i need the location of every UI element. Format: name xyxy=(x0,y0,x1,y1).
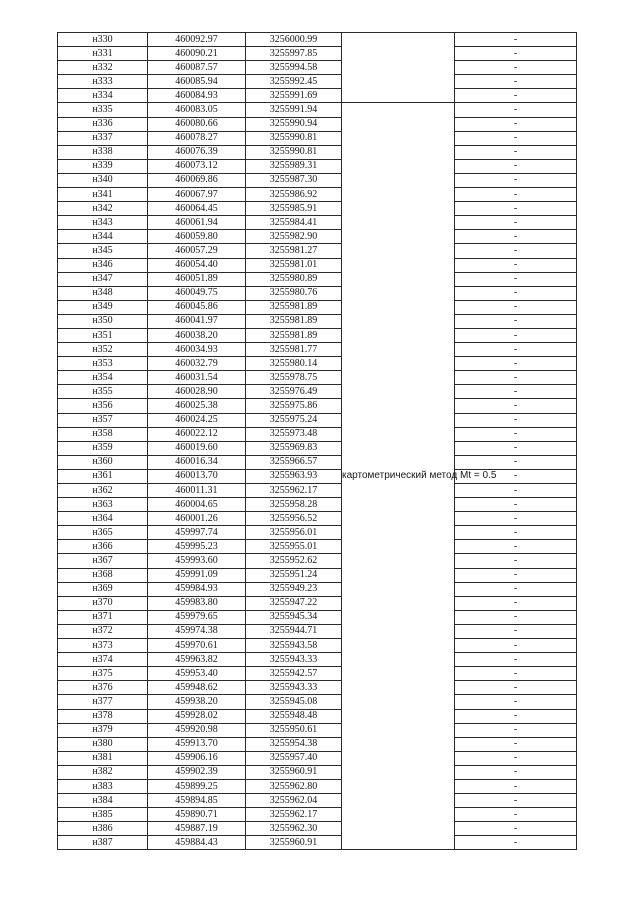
table-row xyxy=(58,314,577,328)
point-id-cell: н336 xyxy=(58,117,148,131)
accuracy-cell: - xyxy=(455,822,577,836)
table-row xyxy=(58,343,577,357)
table-row xyxy=(58,202,577,216)
accuracy-cell: - xyxy=(455,653,577,667)
accuracy-cell: - xyxy=(455,737,577,751)
y-coordinate-cell: 3255943.58 xyxy=(246,639,342,653)
y-coordinate-cell: 3255942.57 xyxy=(246,667,342,681)
table-row xyxy=(58,33,577,47)
y-coordinate-cell: 3255943.33 xyxy=(246,653,342,667)
table-row xyxy=(58,258,577,272)
y-coordinate-cell: 3255962.30 xyxy=(246,822,342,836)
accuracy-cell: - xyxy=(455,667,577,681)
accuracy-cell: - xyxy=(455,117,577,131)
accuracy-cell: - xyxy=(455,103,577,117)
point-id-cell: н378 xyxy=(58,709,148,723)
y-coordinate-cell: 3255981.77 xyxy=(246,343,342,357)
table-row xyxy=(58,61,577,75)
point-id-cell: н334 xyxy=(58,89,148,103)
x-coordinate-cell: 460031.54 xyxy=(148,371,246,385)
y-coordinate-cell: 3255973.48 xyxy=(246,427,342,441)
table-row xyxy=(58,413,577,427)
point-id-cell: н371 xyxy=(58,610,148,624)
x-coordinate-cell: 460057.29 xyxy=(148,244,246,258)
point-id-cell: н346 xyxy=(58,258,148,272)
x-coordinate-cell: 460011.31 xyxy=(148,484,246,498)
accuracy-cell: - xyxy=(455,582,577,596)
accuracy-cell: - xyxy=(455,230,577,244)
y-coordinate-cell: 3255962.17 xyxy=(246,484,342,498)
point-id-cell: н382 xyxy=(58,765,148,779)
point-id-cell: н349 xyxy=(58,300,148,314)
accuracy-cell: - xyxy=(455,272,577,286)
y-coordinate-cell: 3255949.23 xyxy=(246,582,342,596)
point-id-cell: н352 xyxy=(58,343,148,357)
y-coordinate-cell: 3255984.41 xyxy=(246,216,342,230)
point-id-cell: н373 xyxy=(58,639,148,653)
table-row xyxy=(58,540,577,554)
accuracy-cell: - xyxy=(455,131,577,145)
accuracy-cell: - xyxy=(455,624,577,638)
point-id-cell: н345 xyxy=(58,244,148,258)
point-id-cell: н331 xyxy=(58,47,148,61)
y-coordinate-cell: 3256000.99 xyxy=(246,33,342,47)
point-id-cell: н369 xyxy=(58,582,148,596)
x-coordinate-cell: 460051.89 xyxy=(148,272,246,286)
y-coordinate-cell: 3255955.01 xyxy=(246,540,342,554)
x-coordinate-cell: 460016.34 xyxy=(148,455,246,469)
y-coordinate-cell: 3255944.71 xyxy=(246,624,342,638)
x-coordinate-cell: 459995.23 xyxy=(148,540,246,554)
point-id-cell: н339 xyxy=(58,159,148,173)
x-coordinate-cell: 459984.93 xyxy=(148,582,246,596)
x-coordinate-cell: 459997.74 xyxy=(148,526,246,540)
x-coordinate-cell: 459948.62 xyxy=(148,681,246,695)
point-id-cell: н358 xyxy=(58,427,148,441)
x-coordinate-cell: 459970.61 xyxy=(148,639,246,653)
x-coordinate-cell: 459884.43 xyxy=(148,836,246,850)
y-coordinate-cell: 3255992.45 xyxy=(246,75,342,89)
table-row xyxy=(58,286,577,300)
accuracy-cell: - xyxy=(455,216,577,230)
y-coordinate-cell: 3255948.48 xyxy=(246,709,342,723)
x-coordinate-cell: 460045.86 xyxy=(148,300,246,314)
accuracy-cell: - xyxy=(455,596,577,610)
accuracy-cell: - xyxy=(455,512,577,526)
x-coordinate-cell: 459983.80 xyxy=(148,596,246,610)
x-coordinate-cell: 460087.57 xyxy=(148,61,246,75)
x-coordinate-cell: 460084.93 xyxy=(148,89,246,103)
table-row xyxy=(58,667,577,681)
table-row xyxy=(58,357,577,371)
y-coordinate-cell: 3255990.81 xyxy=(246,131,342,145)
y-coordinate-cell: 3255981.27 xyxy=(246,244,342,258)
y-coordinate-cell: 3255987.30 xyxy=(246,173,342,187)
point-id-cell: н337 xyxy=(58,131,148,145)
point-id-cell: н350 xyxy=(58,314,148,328)
table-row xyxy=(58,822,577,836)
x-coordinate-cell: 459953.40 xyxy=(148,667,246,681)
y-coordinate-cell: 3255978.75 xyxy=(246,371,342,385)
x-coordinate-cell: 459993.60 xyxy=(148,554,246,568)
accuracy-cell: - xyxy=(455,808,577,822)
x-coordinate-cell: 459928.02 xyxy=(148,709,246,723)
point-id-cell: н361 xyxy=(58,469,148,483)
point-id-cell: н360 xyxy=(58,455,148,469)
y-coordinate-cell: 3255963.93 xyxy=(246,469,342,483)
accuracy-cell: - xyxy=(455,427,577,441)
y-coordinate-cell: 3255951.24 xyxy=(246,568,342,582)
y-coordinate-cell: 3255985.91 xyxy=(246,202,342,216)
y-coordinate-cell: 3255957.40 xyxy=(246,751,342,765)
table-row xyxy=(58,427,577,441)
point-id-cell: н340 xyxy=(58,173,148,187)
accuracy-cell: - xyxy=(455,314,577,328)
table-row xyxy=(58,216,577,230)
accuracy-cell: - xyxy=(455,258,577,272)
x-coordinate-cell: 460076.39 xyxy=(148,145,246,159)
x-coordinate-cell: 459963.82 xyxy=(148,653,246,667)
accuracy-cell: - xyxy=(455,441,577,455)
table-row xyxy=(58,681,577,695)
x-coordinate-cell: 460019.60 xyxy=(148,441,246,455)
accuracy-cell: - xyxy=(455,554,577,568)
y-coordinate-cell: 3255962.17 xyxy=(246,808,342,822)
table-row xyxy=(58,75,577,89)
point-id-cell: н380 xyxy=(58,737,148,751)
table-row xyxy=(58,131,577,145)
accuracy-cell: - xyxy=(455,681,577,695)
table-row xyxy=(58,836,577,850)
accuracy-cell: - xyxy=(455,484,577,498)
point-id-cell: н354 xyxy=(58,371,148,385)
table-row xyxy=(58,89,577,103)
point-id-cell: н330 xyxy=(58,33,148,47)
accuracy-cell: - xyxy=(455,145,577,159)
x-coordinate-cell: 460069.86 xyxy=(148,173,246,187)
coordinates-table-body xyxy=(58,33,577,850)
x-coordinate-cell: 460022.12 xyxy=(148,427,246,441)
table-row xyxy=(58,300,577,314)
point-id-cell: н384 xyxy=(58,794,148,808)
table-row xyxy=(58,455,577,469)
point-id-cell: н341 xyxy=(58,188,148,202)
point-id-cell: н377 xyxy=(58,695,148,709)
y-coordinate-cell: 3255962.80 xyxy=(246,779,342,793)
x-coordinate-cell: 460061.94 xyxy=(148,216,246,230)
point-id-cell: н387 xyxy=(58,836,148,850)
x-coordinate-cell: 460059.80 xyxy=(148,230,246,244)
table-row xyxy=(58,779,577,793)
x-coordinate-cell: 460038.20 xyxy=(148,328,246,342)
y-coordinate-cell: 3255994.58 xyxy=(246,61,342,75)
y-coordinate-cell: 3255975.24 xyxy=(246,413,342,427)
accuracy-cell: - xyxy=(455,568,577,582)
accuracy-cell: - xyxy=(455,173,577,187)
x-coordinate-cell: 459894.85 xyxy=(148,794,246,808)
y-coordinate-cell: 3255958.28 xyxy=(246,498,342,512)
coordinates-table xyxy=(57,32,577,850)
y-coordinate-cell: 3255943.33 xyxy=(246,681,342,695)
y-coordinate-cell: 3255997.85 xyxy=(246,47,342,61)
point-id-cell: н368 xyxy=(58,568,148,582)
x-coordinate-cell: 459913.70 xyxy=(148,737,246,751)
x-coordinate-cell: 459890.71 xyxy=(148,808,246,822)
x-coordinate-cell: 460001.26 xyxy=(148,512,246,526)
table-row xyxy=(58,639,577,653)
table-row xyxy=(58,512,577,526)
x-coordinate-cell: 460085.94 xyxy=(148,75,246,89)
x-coordinate-cell: 460032.79 xyxy=(148,357,246,371)
y-coordinate-cell: 3255962.04 xyxy=(246,794,342,808)
accuracy-cell: - xyxy=(455,286,577,300)
y-coordinate-cell: 3255976.49 xyxy=(246,385,342,399)
point-id-cell: н362 xyxy=(58,484,148,498)
table-row xyxy=(58,103,577,117)
x-coordinate-cell: 460004.65 xyxy=(148,498,246,512)
point-id-cell: н359 xyxy=(58,441,148,455)
accuracy-cell: - xyxy=(455,751,577,765)
x-coordinate-cell: 460083.05 xyxy=(148,103,246,117)
x-coordinate-cell: 459979.65 xyxy=(148,610,246,624)
y-coordinate-cell: 3255969.83 xyxy=(246,441,342,455)
table-row xyxy=(58,624,577,638)
accuracy-cell: - xyxy=(455,188,577,202)
accuracy-cell: - xyxy=(455,159,577,173)
x-coordinate-cell: 459899.25 xyxy=(148,779,246,793)
accuracy-cell: - xyxy=(455,33,577,47)
table-row xyxy=(58,371,577,385)
point-id-cell: н348 xyxy=(58,286,148,300)
point-id-cell: н333 xyxy=(58,75,148,89)
table-row xyxy=(58,794,577,808)
table-row xyxy=(58,159,577,173)
point-id-cell: н370 xyxy=(58,596,148,610)
accuracy-cell: - xyxy=(455,371,577,385)
point-id-cell: н385 xyxy=(58,808,148,822)
point-id-cell: н376 xyxy=(58,681,148,695)
x-coordinate-cell: 459906.16 xyxy=(148,751,246,765)
y-coordinate-cell: 3255950.61 xyxy=(246,723,342,737)
point-id-cell: н332 xyxy=(58,61,148,75)
y-coordinate-cell: 3255989.31 xyxy=(246,159,342,173)
y-coordinate-cell: 3255954.38 xyxy=(246,737,342,751)
x-coordinate-cell: 460090.21 xyxy=(148,47,246,61)
table-row xyxy=(58,765,577,779)
x-coordinate-cell: 460024.25 xyxy=(148,413,246,427)
table-row xyxy=(58,610,577,624)
y-coordinate-cell: 3255991.69 xyxy=(246,89,342,103)
accuracy-cell: - xyxy=(455,765,577,779)
table-row xyxy=(58,653,577,667)
y-coordinate-cell: 3255981.89 xyxy=(246,314,342,328)
accuracy-cell: - xyxy=(455,526,577,540)
accuracy-cell: - xyxy=(455,455,577,469)
table-row xyxy=(58,751,577,765)
point-id-cell: н335 xyxy=(58,103,148,117)
accuracy-cell: - xyxy=(455,300,577,314)
table-row xyxy=(58,526,577,540)
table-row xyxy=(58,596,577,610)
point-id-cell: н342 xyxy=(58,202,148,216)
accuracy-cell: - xyxy=(455,610,577,624)
accuracy-cell: - xyxy=(455,357,577,371)
y-coordinate-cell: 3255966.57 xyxy=(246,455,342,469)
table-row xyxy=(58,441,577,455)
y-coordinate-cell: 3255960.91 xyxy=(246,836,342,850)
table-row xyxy=(58,484,577,498)
y-coordinate-cell: 3255975.86 xyxy=(246,399,342,413)
x-coordinate-cell: 459887.19 xyxy=(148,822,246,836)
table-row xyxy=(58,272,577,286)
y-coordinate-cell: 3255952.62 xyxy=(246,554,342,568)
table-row xyxy=(58,145,577,159)
table-row xyxy=(58,230,577,244)
point-id-cell: н386 xyxy=(58,822,148,836)
table-row xyxy=(58,568,577,582)
x-coordinate-cell: 459902.39 xyxy=(148,765,246,779)
point-id-cell: н374 xyxy=(58,653,148,667)
accuracy-cell: - xyxy=(455,328,577,342)
y-coordinate-cell: 3255945.08 xyxy=(246,695,342,709)
table-row xyxy=(58,469,577,483)
x-coordinate-cell: 460034.93 xyxy=(148,343,246,357)
y-coordinate-cell: 3255982.90 xyxy=(246,230,342,244)
x-coordinate-cell: 459938.20 xyxy=(148,695,246,709)
accuracy-cell: - xyxy=(455,202,577,216)
point-id-cell: н363 xyxy=(58,498,148,512)
y-coordinate-cell: 3255945.34 xyxy=(246,610,342,624)
point-id-cell: н383 xyxy=(58,779,148,793)
point-id-cell: н367 xyxy=(58,554,148,568)
x-coordinate-cell: 460067.97 xyxy=(148,188,246,202)
y-coordinate-cell: 3255960.91 xyxy=(246,765,342,779)
table-row xyxy=(58,695,577,709)
accuracy-cell: - xyxy=(455,540,577,554)
accuracy-cell: - xyxy=(455,498,577,512)
accuracy-cell: - xyxy=(455,695,577,709)
y-coordinate-cell: 3255980.14 xyxy=(246,357,342,371)
x-coordinate-cell: 460080.66 xyxy=(148,117,246,131)
x-coordinate-cell: 460013.70 xyxy=(148,469,246,483)
table-row xyxy=(58,723,577,737)
accuracy-cell: - xyxy=(455,723,577,737)
x-coordinate-cell: 459920.98 xyxy=(148,723,246,737)
point-id-cell: н347 xyxy=(58,272,148,286)
point-id-cell: н372 xyxy=(58,624,148,638)
accuracy-cell: - xyxy=(455,709,577,723)
table-row xyxy=(58,709,577,723)
method-cell: картометрический метод Mt = 0.5 xyxy=(342,103,455,850)
x-coordinate-cell: 459991.09 xyxy=(148,568,246,582)
accuracy-cell: - xyxy=(455,75,577,89)
y-coordinate-cell: 3255990.94 xyxy=(246,117,342,131)
point-id-cell: н357 xyxy=(58,413,148,427)
x-coordinate-cell: 460073.12 xyxy=(148,159,246,173)
accuracy-cell: - xyxy=(455,794,577,808)
point-id-cell: н351 xyxy=(58,328,148,342)
y-coordinate-cell: 3255991.94 xyxy=(246,103,342,117)
table-row xyxy=(58,554,577,568)
x-coordinate-cell: 460028.90 xyxy=(148,385,246,399)
accuracy-cell: - xyxy=(455,61,577,75)
point-id-cell: н353 xyxy=(58,357,148,371)
x-coordinate-cell: 460064.45 xyxy=(148,202,246,216)
table-row xyxy=(58,737,577,751)
y-coordinate-cell: 3255986.92 xyxy=(246,188,342,202)
x-coordinate-cell: 460092.97 xyxy=(148,33,246,47)
accuracy-cell: - xyxy=(455,413,577,427)
table-row xyxy=(58,582,577,596)
accuracy-cell: - xyxy=(455,89,577,103)
point-id-cell: н366 xyxy=(58,540,148,554)
point-id-cell: н375 xyxy=(58,667,148,681)
point-id-cell: н356 xyxy=(58,399,148,413)
accuracy-cell: - xyxy=(455,779,577,793)
table-row xyxy=(58,399,577,413)
table-row xyxy=(58,117,577,131)
table-row xyxy=(58,244,577,258)
x-coordinate-cell: 460041.97 xyxy=(148,314,246,328)
x-coordinate-cell: 460054.40 xyxy=(148,258,246,272)
y-coordinate-cell: 3255956.01 xyxy=(246,526,342,540)
point-id-cell: н379 xyxy=(58,723,148,737)
y-coordinate-cell: 3255990.81 xyxy=(246,145,342,159)
y-coordinate-cell: 3255947.22 xyxy=(246,596,342,610)
x-coordinate-cell: 460025.38 xyxy=(148,399,246,413)
accuracy-cell: - xyxy=(455,639,577,653)
accuracy-cell: - xyxy=(455,469,577,483)
accuracy-cell: - xyxy=(455,343,577,357)
table-row xyxy=(58,498,577,512)
x-coordinate-cell: 459974.38 xyxy=(148,624,246,638)
table-row xyxy=(58,328,577,342)
accuracy-cell: - xyxy=(455,385,577,399)
table-row xyxy=(58,173,577,187)
table-row xyxy=(58,188,577,202)
x-coordinate-cell: 460078.27 xyxy=(148,131,246,145)
point-id-cell: н343 xyxy=(58,216,148,230)
y-coordinate-cell: 3255980.76 xyxy=(246,286,342,300)
accuracy-cell: - xyxy=(455,836,577,850)
accuracy-cell: - xyxy=(455,244,577,258)
point-id-cell: н355 xyxy=(58,385,148,399)
point-id-cell: н338 xyxy=(58,145,148,159)
method-cell-top xyxy=(342,33,455,103)
point-id-cell: н364 xyxy=(58,512,148,526)
accuracy-cell: - xyxy=(455,47,577,61)
table-row xyxy=(58,47,577,61)
table-row xyxy=(58,808,577,822)
y-coordinate-cell: 3255980.89 xyxy=(246,272,342,286)
y-coordinate-cell: 3255981.89 xyxy=(246,300,342,314)
y-coordinate-cell: 3255981.01 xyxy=(246,258,342,272)
y-coordinate-cell: 3255956.52 xyxy=(246,512,342,526)
point-id-cell: н365 xyxy=(58,526,148,540)
point-id-cell: н381 xyxy=(58,751,148,765)
y-coordinate-cell: 3255981.89 xyxy=(246,328,342,342)
table-row xyxy=(58,385,577,399)
point-id-cell: н344 xyxy=(58,230,148,244)
x-coordinate-cell: 460049.75 xyxy=(148,286,246,300)
accuracy-cell: - xyxy=(455,399,577,413)
